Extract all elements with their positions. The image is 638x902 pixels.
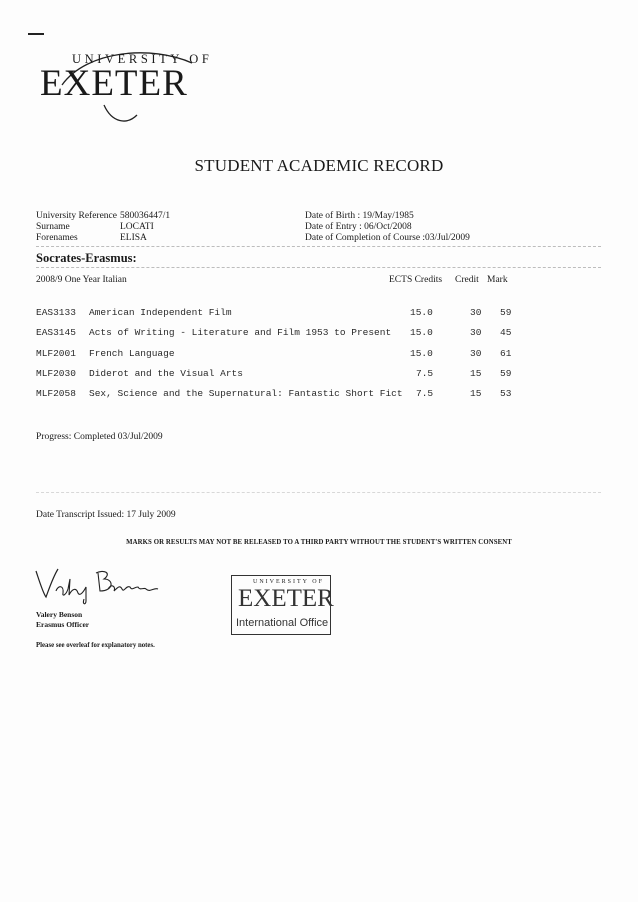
student-values (120, 211, 170, 244)
row-code: MLF2030 (36, 368, 76, 379)
row-ects: 15.0 (410, 348, 433, 359)
row-title: French Language (89, 348, 175, 359)
row-mark: 59 (500, 307, 512, 318)
row-code: MLF2058 (36, 388, 76, 399)
divider (36, 492, 601, 493)
date-issued: Date Transcript Issued: 17 July 2009 (36, 510, 176, 520)
logo-university-of: UNIVERSITY OF (72, 52, 213, 66)
row-code: MLF2001 (36, 348, 76, 359)
stamp-exeter: EXETER (238, 585, 334, 612)
divider (36, 267, 601, 268)
corner-mark (28, 33, 44, 35)
row-ects: 7.5 (416, 368, 434, 379)
row-credit: 15 (470, 368, 482, 379)
row-ects: 7.5 (416, 388, 434, 399)
row-code: EAS3145 (36, 327, 76, 338)
section-heading: Socrates-Erasmus: (36, 251, 137, 265)
value-surname: LOCATI (120, 222, 154, 232)
label-surname: Surname (36, 222, 70, 232)
stamp-international-office: International Office (236, 617, 329, 629)
value-reference: 580036447/1 (120, 211, 171, 221)
row-title: Diderot and the Visual Arts (89, 368, 243, 379)
row-credit: 15 (470, 388, 482, 399)
student-labels (36, 211, 117, 244)
page-title: STUDENT ACADEMIC RECORD (194, 156, 444, 175)
year-label: 2008/9 One Year Italian (36, 275, 127, 285)
label-reference: University Reference (36, 211, 117, 221)
signatory-role: Erasmus Officer (36, 620, 90, 629)
date-of-birth: Date of Birth : 19/May/1985 (305, 211, 414, 221)
signatory-name: Valery Benson (36, 610, 83, 619)
value-forenames: ELISA (120, 233, 147, 243)
stamp-university-of: UNIVERSITY OF (253, 579, 324, 585)
row-credit: 30 (470, 348, 482, 359)
date-of-entry: Date of Entry : 06/Oct/2008 (305, 222, 412, 232)
divider (36, 246, 601, 247)
student-dates (305, 211, 470, 244)
label-forenames: Forenames (36, 233, 78, 243)
header-ects-credits: ECTS Credits (389, 275, 443, 285)
row-ects: 15.0 (410, 327, 433, 338)
row-ects: 15.0 (410, 307, 433, 318)
row-title: American Independent Film (89, 307, 232, 318)
overleaf-note: Please see overleaf for explanatory notes. (36, 642, 155, 649)
header-mark: Mark (487, 275, 508, 285)
signature-image (34, 565, 164, 605)
row-mark: 59 (500, 368, 512, 379)
row-title: Acts of Writing - Literature and Film 1953 to Present (89, 327, 392, 338)
signatory (36, 610, 89, 630)
row-mark: 53 (500, 388, 512, 399)
row-credit: 30 (470, 327, 482, 338)
row-title: Sex, Science and the Supernatural: Fantastic Short Fict (89, 388, 403, 399)
header-credit: Credit (455, 275, 479, 285)
logo-exeter: EXETER (40, 63, 188, 104)
row-code: EAS3133 (36, 307, 76, 318)
row-mark: 61 (500, 348, 512, 359)
consent-notice: MARKS OR RESULTS MAY NOT BE RELEASED TO A THIRD PARTY WITHOUT THE STUDENT'S WRITTEN CONSENT (126, 539, 512, 546)
row-mark: 45 (500, 327, 512, 338)
row-credit: 30 (470, 307, 482, 318)
date-of-completion: Date of Completion of Course :03/Jul/2009 (305, 233, 470, 243)
progress-status: Progress: Completed 03/Jul/2009 (36, 432, 163, 442)
